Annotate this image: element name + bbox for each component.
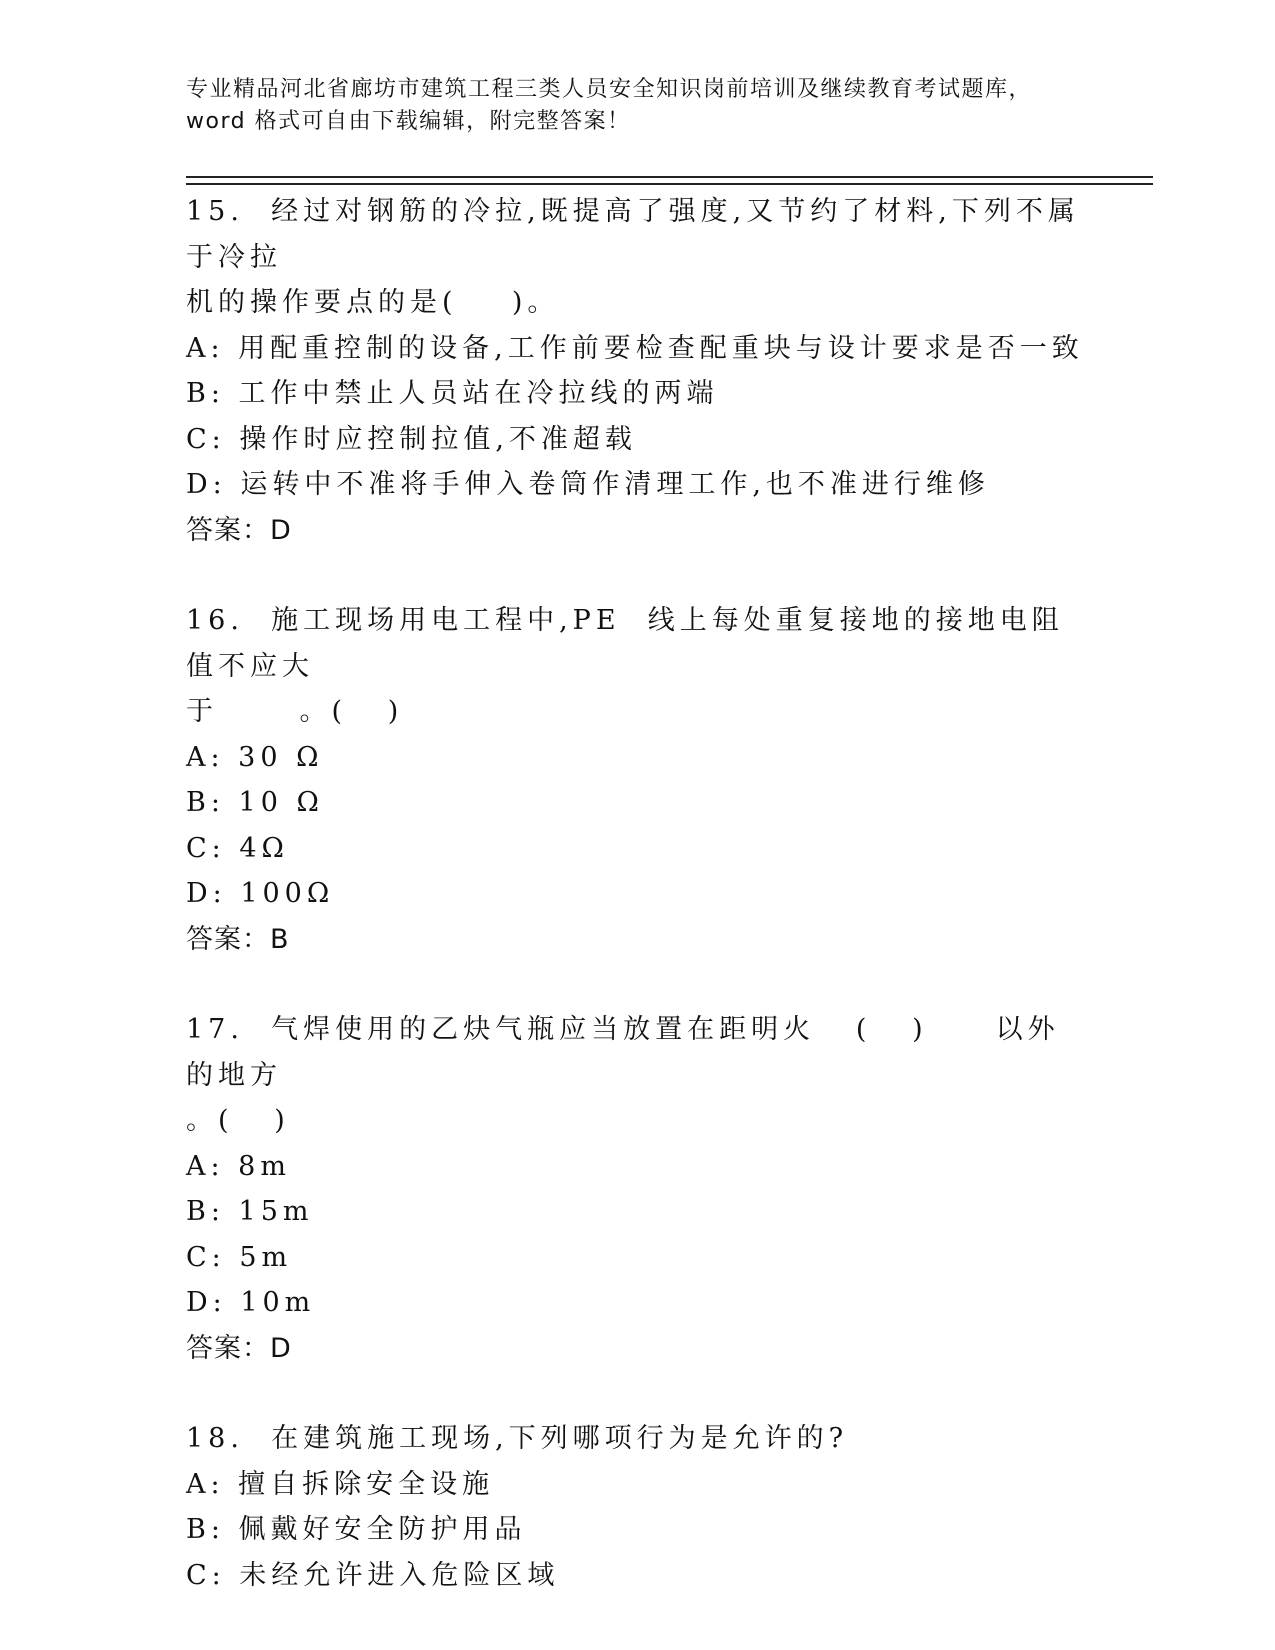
header-rule-top [186,176,1153,178]
option-b: B: 10 Ω [186,787,324,818]
option-b: B: 15m [186,1196,314,1227]
question-text: 16. 施工现场用电工程中,PE 线上每处重复接地的接地电阻值不应大 [186,605,1064,682]
header-line-1: 专业精品河北省廊坊市建筑工程三类人员安全知识岗前培训及继续教育考试题库， [186,77,1033,102]
question-text: 17. 气焊使用的乙炔气瓶应当放置在距明火 ( ) 以外的地方 [186,1014,1060,1091]
option-a: A: 擅自拆除安全设施 [186,1468,495,1500]
question-text: 机的操作要点的是( )。 [186,287,560,318]
option-c: C: 5m [186,1241,293,1273]
question-text: 于 。( ) [186,696,404,727]
answer-label: 答案：B [186,923,290,955]
option-c: C: 4Ω [186,832,289,864]
answer-label: 答案：D [186,514,292,546]
question-15 [186,189,1086,553]
header-line-2: word 格式可自由下载编辑，附完整答案！ [186,109,631,134]
question-17 [186,1007,1086,1371]
option-b: B: 工作中禁止人员站在冷拉线的两端 [186,378,719,409]
question-text: 18. 在建筑施工现场,下列哪项行为是允许的? [186,1423,849,1454]
option-d: D: 运转中不准将手伸入卷筒作清理工作,也不准进行维修 [186,469,990,500]
option-d: D: 100Ω [186,878,335,909]
answer-label: 答案：D [186,1332,292,1364]
option-c: C: 操作时应控制拉值,不准超载 [186,423,637,455]
question-16 [186,598,1086,962]
option-c: C: 未经允许进入危险区域 [186,1559,560,1591]
header-rule-bottom [186,183,1153,185]
option-a: A: 8m [186,1150,291,1182]
question-text: 。( ) [186,1105,290,1136]
question-text: 15. 经过对钢筋的冷拉,既提高了强度,又节约了材料,下列不属于冷拉 [186,196,1080,273]
option-d: D: 10m [186,1287,316,1318]
option-b: B: 佩戴好安全防护用品 [186,1514,527,1545]
option-a: A: 30 Ω [186,741,324,773]
question-list [186,189,1086,1643]
question-18 [186,1416,1086,1598]
option-a: A: 用配重控制的设备,工作前要检查配重块与设计要求是否一致 [186,332,1084,364]
document-header [186,74,1086,138]
